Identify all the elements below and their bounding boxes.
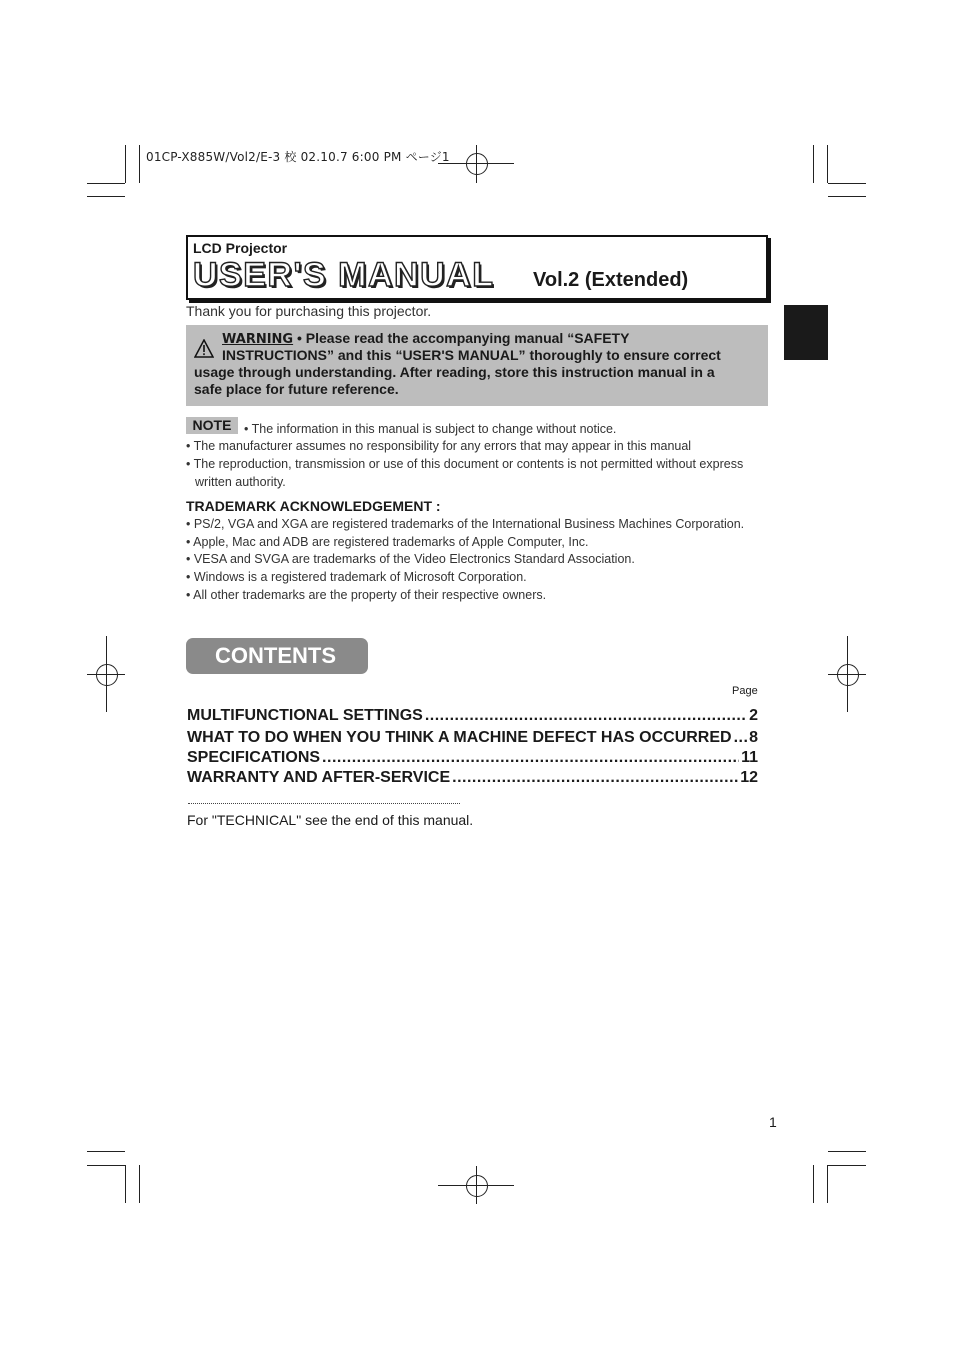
toc-entry-title: MULTIFUNCTIONAL SETTINGS [187,707,423,724]
trademark-item: • All other trademarks are the property of their respective owners. [186,588,547,602]
crop-mark [828,183,866,184]
crop-mark [813,1165,814,1203]
warning-line-3: usage through understanding. After reading, store this instruction manual in a [194,364,715,380]
warning-triangle-icon [194,339,214,358]
crop-mark [828,1165,866,1166]
print-slug-line: 01CP-X885W/Vol2/E-3 校 02.10.7 6:00 PM ページ1 [146,150,450,164]
note-item: • The manufacturer assumes no responsibility for any errors that may appear in this manual [186,439,692,453]
crop-mark [139,1165,140,1203]
warning-line-2: INSTRUCTIONS” and this “USER'S MANUAL” thoroughly to ensure correct [222,347,721,363]
crop-mark [87,196,125,197]
note-item: • The reproduction, transmission or use of this document or contents is not permitted without express [186,457,744,471]
trademark-heading: TRADEMARK ACKNOWLEDGEMENT : [186,498,441,514]
warning-line-1: • Please read the accompanying manual “SAFETY [296,330,630,346]
trademark-item: • Apple, Mac and ADB are registered trademarks of Apple Computer, Inc. [186,535,589,549]
crop-mark [813,145,814,183]
crop-mark [125,145,126,183]
crop-mark [125,1165,126,1203]
product-label: LCD Projector [193,240,288,256]
trademark-item: • VESA and SVGA are trademarks of the Video Electronics Standard Association. [186,552,635,566]
toc-entry-machine-defect[interactable] [187,729,758,749]
page-column-label: Page [732,685,758,697]
toc-leader [734,729,748,747]
note-item: • The information in this manual is subject to change without notice. [244,422,617,436]
toc-entry-page: 2 [749,707,758,724]
toc-entry-page: 11 [741,749,758,766]
volume-label: Vol.2 (Extended) [533,269,689,291]
toc-entry-title: WHAT TO DO WHEN YOU THINK A MACHINE DEFECT HAS OCCURRED [187,729,732,746]
warning-box [186,325,768,406]
toc-leader [452,769,738,787]
crop-mark [827,145,828,183]
toc-entry-title: SPECIFICATIONS [187,749,321,766]
crop-mark [87,1151,125,1152]
toc-entry-specifications[interactable] [187,749,758,769]
warning-label: WARNING [222,332,294,347]
section-tab [784,305,828,360]
crop-mark [828,196,866,197]
crop-mark [139,145,140,183]
contents-heading: CONTENTS [186,638,368,674]
toc-entry-multifunctional-settings[interactable] [187,707,758,727]
crop-mark [827,1165,828,1203]
trademark-item: • PS/2, VGA and XGA are registered trademarks of the International Business Machines Corporation. [186,517,745,531]
note-item: written authority. [195,475,286,489]
divider [188,803,460,804]
toc-entry-title: WARRANTY AND AFTER-SERVICE [187,769,451,786]
crop-mark [87,1165,125,1166]
toc-entry-page: 12 [740,769,758,786]
thank-you-text: Thank you for purchasing this projector. [186,303,432,319]
toc-leader [425,707,747,725]
title-box [186,235,768,300]
toc-entry-page: 8 [749,729,758,746]
page-number: 1 [769,1114,777,1130]
manual-title: USER'S MANUAL [193,256,495,294]
warning-line-4: safe place for future reference. [194,381,399,397]
crop-mark [87,183,125,184]
technical-note: For "TECHNICAL" see the end of this manual. [187,812,474,828]
note-label: NOTE [186,417,238,434]
crop-mark [828,1151,866,1152]
toc-entry-warranty[interactable] [187,769,758,789]
trademark-item: • Windows is a registered trademark of Microsoft Corporation. [186,570,527,584]
toc-leader [322,749,739,767]
